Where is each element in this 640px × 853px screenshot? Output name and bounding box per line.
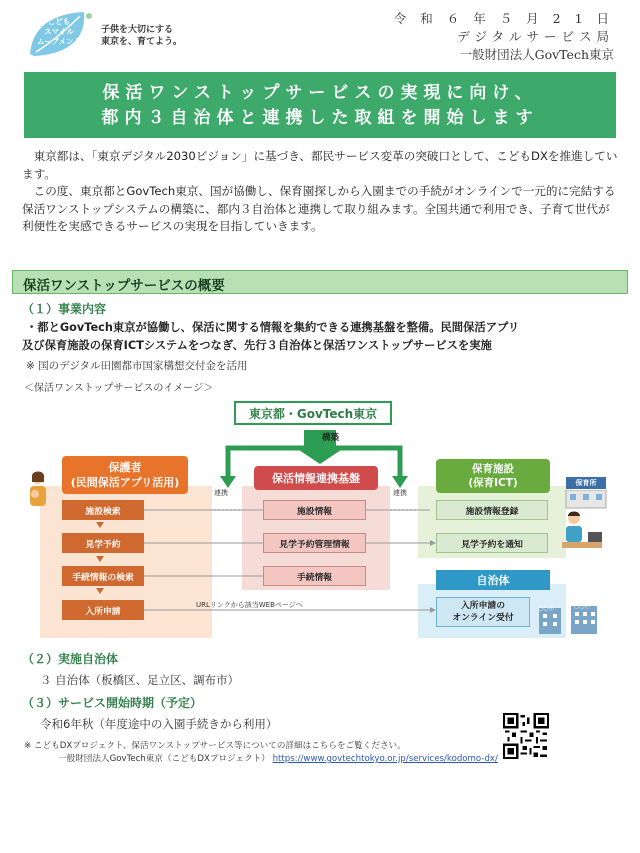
logo-line: スマイル bbox=[44, 27, 74, 36]
guardian-item-admission-application: 入所申請 bbox=[62, 600, 144, 620]
guardian-title-line: (民間保活アプリ活用) bbox=[70, 476, 180, 489]
facility-item-info-registration: 施設情報登録 bbox=[436, 500, 548, 520]
section-3-body: 令和6年秋（年度途中の入園手続きから利用） bbox=[40, 717, 278, 731]
title-line-2: 都内３自治体と連携した取組を開始します bbox=[101, 108, 539, 128]
section-1-note: ※ 国のデジタル田園都市国家構想交付金を活用 bbox=[26, 360, 248, 372]
overview-heading: 保活ワンストップサービスの概要 bbox=[12, 270, 628, 294]
logo-line: ムーブメント bbox=[37, 37, 81, 46]
municipality-online-intake bbox=[436, 597, 530, 627]
facility-item-visit-notification: 見学予約を通知 bbox=[436, 533, 548, 553]
parent-with-child-icon bbox=[26, 470, 50, 514]
organization-name: 一般財団法人GovTech東京 bbox=[459, 47, 614, 62]
platform-item-visit-management: 見学予約管理情報 bbox=[263, 533, 366, 553]
title-line-1: 保活ワンストップサービスの実現に向け、 bbox=[102, 83, 538, 103]
section-3-title: （３）サービス開始時期（予定） bbox=[22, 696, 203, 710]
section-1-title: （１）事業内容 bbox=[22, 302, 107, 316]
section-1-body-2: 及び保育施設の保育ICTシステムをつなぎ、先行３自治体と保活ワンストップサービスを実施 bbox=[22, 339, 492, 352]
footnote-1: ※ こどもDXプロジェクト、保活ワンストップサービス等についての詳細はこちらをご覧ください。 bbox=[24, 741, 406, 751]
platform-title: 保活情報連携基盤 bbox=[254, 466, 378, 490]
footnote-2 bbox=[58, 752, 498, 766]
kodomo-dx-link[interactable]: https://www.govtechtokyo.or.jp/services/kodomo-dx/ bbox=[272, 754, 498, 764]
build-label: 構築 bbox=[322, 433, 340, 443]
municipality-item-line: オンライン受付 bbox=[452, 613, 514, 623]
tagline-line: 東京を、育てよう。 bbox=[101, 37, 183, 47]
release-date: 令 和 ６ 年 ５ 月 2 1 日 bbox=[393, 11, 614, 26]
building-label-ward: ○○区 bbox=[574, 603, 591, 610]
tagline-line: 子供を大切にする bbox=[101, 25, 174, 35]
tokyo-govtech-box: 東京都・GovTech東京 bbox=[234, 401, 392, 425]
platform-item-facility-info: 施設情報 bbox=[263, 500, 366, 520]
building-label-city: ○○市 bbox=[538, 605, 555, 612]
facility-title-line: 保育施設 bbox=[472, 463, 514, 475]
facility-title bbox=[436, 459, 550, 493]
intro-paragraph-2: この度、東京都とGovTech東京、国が協働し、保育園探しから入園までの手続がオンラインで一元的に完結する保活ワンストップシステムの構築に、都内３自治体と連携して取り組みます。全国共通で利用でき、子育て世代が利便性を実感できるサービスの実現を目指していきます。 bbox=[22, 184, 616, 233]
nursery-sign: 保育所 bbox=[566, 477, 606, 489]
municipality-item-line: 入所申請の bbox=[461, 601, 505, 611]
facility-title-line: (保育ICT) bbox=[468, 477, 518, 489]
qr-code-icon bbox=[503, 713, 549, 759]
guardian-item-visit-reservation: 見学予約 bbox=[62, 533, 144, 553]
guardian-item-procedure-search: 手続情報の検索 bbox=[62, 566, 144, 586]
guardian-title bbox=[62, 456, 188, 494]
department-name: デジタルサービス局 bbox=[457, 29, 614, 44]
section-2-title: （２）実施自治体 bbox=[22, 652, 119, 666]
link-label-right: 連携 bbox=[393, 489, 407, 497]
image-caption: ＜保活ワンストップサービスのイメージ＞ bbox=[24, 383, 214, 394]
municipality-title: 自治体 bbox=[436, 570, 550, 590]
footnote-org: 一般財団法人GovTech東京（こどもDXプロジェクト） bbox=[58, 754, 270, 764]
section-1-body-1: ・都とGovTech東京が協働し、保活に関する情報を集約できる連携基盤を整備。民間保活アプリ bbox=[26, 321, 520, 334]
nursery-building-icon bbox=[560, 490, 612, 554]
intro-paragraph-1: 東京都は、「東京デジタル2030ビジョン」に基づき、都民サービス変革の突破口として、こどもDXを推進しています。 bbox=[22, 149, 618, 181]
section-2-body: ３ 自治体（板橋区、足立区、調布市） bbox=[40, 673, 240, 687]
url-link-note: URLリンクから該当WEBページへ bbox=[196, 601, 303, 609]
guardian-item-facility-search: 施設検索 bbox=[62, 500, 144, 520]
link-label-left: 連携 bbox=[214, 489, 228, 497]
guardian-title-line: 保護者 bbox=[108, 461, 142, 474]
logo-line: こども bbox=[47, 17, 71, 26]
platform-item-procedure-info: 手続情報 bbox=[263, 566, 366, 586]
